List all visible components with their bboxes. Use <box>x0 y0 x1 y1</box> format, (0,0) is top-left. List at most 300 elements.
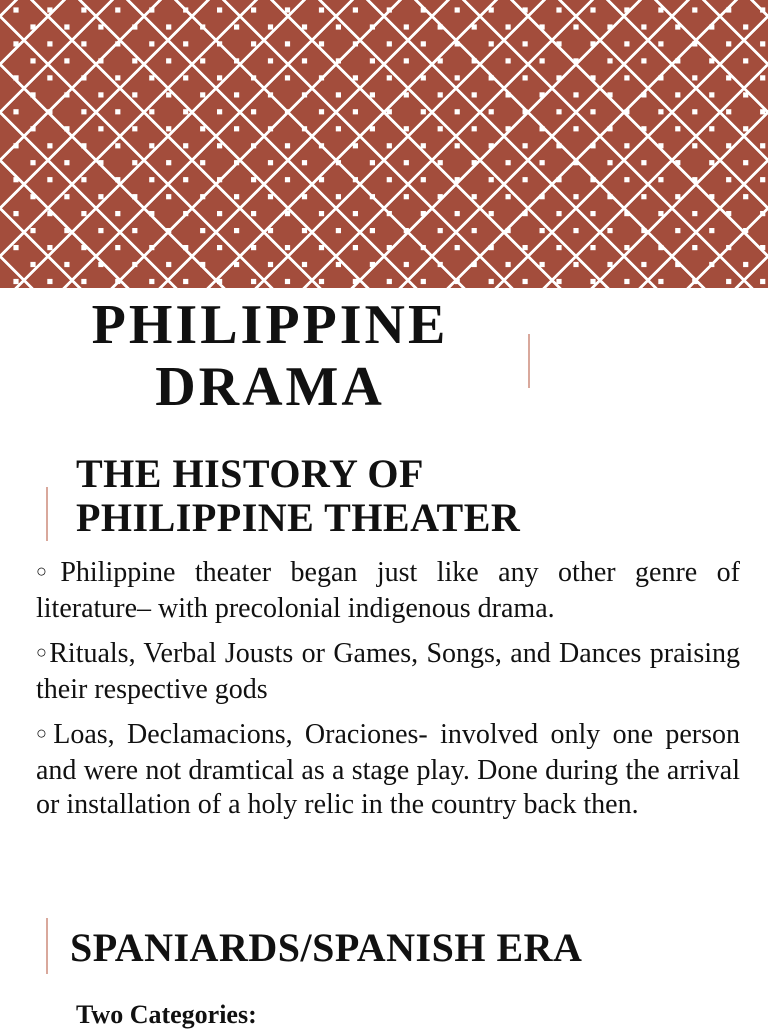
pattern-dot <box>709 58 714 63</box>
pattern-dot <box>675 126 680 131</box>
pattern-dot <box>370 58 375 63</box>
pattern-dot <box>573 126 578 131</box>
pattern-dot <box>523 41 528 46</box>
pattern-dot <box>641 160 646 165</box>
pattern-dot <box>387 41 392 46</box>
pattern-dot <box>709 92 714 97</box>
pattern-dot <box>302 126 307 131</box>
pattern-dot <box>336 228 341 233</box>
pattern-dot <box>387 177 392 182</box>
pattern-dot <box>455 75 460 80</box>
pattern-dot <box>573 160 578 165</box>
pattern-dot <box>115 143 120 148</box>
pattern-dot <box>387 211 392 216</box>
pattern-dot <box>506 228 511 233</box>
pattern-dot <box>319 109 324 114</box>
pattern-dot <box>692 109 697 114</box>
pattern-dot <box>607 92 612 97</box>
pattern-dot <box>353 279 358 284</box>
pattern-dot <box>251 177 256 182</box>
pattern-dot <box>726 75 731 80</box>
pattern-dot <box>98 126 103 131</box>
pattern-dot <box>489 245 494 250</box>
bullet-text: Philippine theater began just like any other genre of literature– with precolonial indigenous drama. <box>36 557 740 624</box>
pattern-dot <box>149 279 154 284</box>
pattern-dot <box>624 109 629 114</box>
pattern-dot <box>234 92 239 97</box>
pattern-dot <box>47 177 52 182</box>
pattern-dot <box>421 75 426 80</box>
pattern-dot <box>404 92 409 97</box>
pattern-dot <box>641 92 646 97</box>
pattern-dot <box>200 262 205 267</box>
pattern-dot <box>556 211 561 216</box>
pattern-dot <box>523 143 528 148</box>
pattern-dot <box>404 160 409 165</box>
pattern-dot <box>438 160 443 165</box>
pattern-dot <box>421 109 426 114</box>
pattern-dot <box>658 211 663 216</box>
pattern-dot <box>81 279 86 284</box>
pattern-dot <box>166 92 171 97</box>
pattern-dot <box>523 211 528 216</box>
pattern-dot <box>30 92 35 97</box>
pattern-dot <box>658 41 663 46</box>
pattern-dot <box>166 160 171 165</box>
pattern-dot <box>251 143 256 148</box>
pattern-dot <box>64 228 69 233</box>
pattern-dot <box>217 7 222 12</box>
pattern-dot <box>251 7 256 12</box>
pattern-dot <box>387 279 392 284</box>
pattern-dot <box>98 92 103 97</box>
pattern-dot <box>607 160 612 165</box>
pattern-dot <box>149 143 154 148</box>
pattern-dot <box>319 245 324 250</box>
pattern-dot <box>726 279 731 284</box>
pattern-dot <box>30 58 35 63</box>
pattern-dot <box>149 177 154 182</box>
pattern-dot <box>658 143 663 148</box>
pattern-dot <box>353 143 358 148</box>
pattern-dot <box>573 262 578 267</box>
pattern-dot <box>285 75 290 80</box>
pattern-dot <box>217 211 222 216</box>
pattern-dot <box>200 126 205 131</box>
pattern-dot <box>726 109 731 114</box>
pattern-dot <box>658 7 663 12</box>
pattern-dot <box>760 109 765 114</box>
pattern-dot <box>421 245 426 250</box>
pattern-dot <box>404 58 409 63</box>
pattern-dot <box>149 211 154 216</box>
pattern-dot <box>472 24 477 29</box>
pattern-dot <box>658 75 663 80</box>
pattern-dot <box>438 92 443 97</box>
pattern-dot <box>302 24 307 29</box>
pattern-dot <box>590 177 595 182</box>
pattern-dot <box>132 194 137 199</box>
pattern-dot <box>64 126 69 131</box>
pattern-dot <box>489 211 494 216</box>
pattern-dot <box>285 109 290 114</box>
pattern-dot <box>760 211 765 216</box>
pattern-dot <box>387 245 392 250</box>
pattern-dot <box>183 143 188 148</box>
pattern-dot <box>336 262 341 267</box>
pattern-dot <box>47 41 52 46</box>
pattern-dot <box>472 160 477 165</box>
pattern-dot <box>268 92 273 97</box>
pattern-dot <box>234 160 239 165</box>
pattern-dot <box>590 7 595 12</box>
pattern-dot <box>590 279 595 284</box>
pattern-dot <box>132 228 137 233</box>
pattern-dot <box>30 160 35 165</box>
pattern-dot <box>472 126 477 131</box>
pattern-dot <box>624 211 629 216</box>
pattern-dot <box>523 245 528 250</box>
pattern-dot <box>30 228 35 233</box>
pattern-dot <box>268 126 273 131</box>
pattern-dot <box>489 279 494 284</box>
pattern-dot <box>624 143 629 148</box>
bullet-item <box>36 637 740 707</box>
pattern-dot <box>217 177 222 182</box>
pattern-dot <box>268 228 273 233</box>
pattern-dot <box>590 211 595 216</box>
pattern-dot <box>506 58 511 63</box>
pattern-dot <box>47 279 52 284</box>
pattern-dot <box>573 24 578 29</box>
pattern-dot <box>760 143 765 148</box>
slide-title <box>0 294 540 418</box>
pattern-dot <box>590 143 595 148</box>
pattern-dot <box>692 279 697 284</box>
pattern-dot <box>98 24 103 29</box>
pattern-dot <box>64 24 69 29</box>
pattern-dot <box>200 160 205 165</box>
pattern-dot <box>30 24 35 29</box>
pattern-dot <box>183 279 188 284</box>
circle-bullet-icon: ○ <box>36 642 49 662</box>
pattern-dot <box>285 211 290 216</box>
pattern-dot <box>658 279 663 284</box>
pattern-dot <box>540 262 545 267</box>
pattern-dot <box>675 58 680 63</box>
pattern-dot <box>523 109 528 114</box>
pattern-dot <box>115 75 120 80</box>
pattern-dot <box>489 7 494 12</box>
pattern-dot <box>590 109 595 114</box>
pattern-dot <box>183 7 188 12</box>
pattern-dot <box>658 177 663 182</box>
pattern-dot <box>641 24 646 29</box>
pattern-dot <box>251 109 256 114</box>
pattern-dot <box>760 41 765 46</box>
pattern-dot <box>166 262 171 267</box>
pattern-dot <box>251 211 256 216</box>
pattern-dot <box>319 41 324 46</box>
pattern-dot <box>692 75 697 80</box>
pattern-dot <box>556 245 561 250</box>
pattern-dot <box>743 194 748 199</box>
pattern-dot <box>81 41 86 46</box>
pattern-dot <box>13 177 18 182</box>
pattern-dot <box>590 245 595 250</box>
pattern-dot <box>675 24 680 29</box>
pattern-dot <box>149 41 154 46</box>
pattern-dot <box>506 194 511 199</box>
pattern-dot <box>743 262 748 267</box>
pattern-dot <box>251 279 256 284</box>
section1-accent-line <box>46 487 48 541</box>
pattern-dot <box>658 109 663 114</box>
pattern-dot <box>268 194 273 199</box>
pattern-dot <box>319 177 324 182</box>
pattern-dot <box>573 194 578 199</box>
pattern-dot <box>692 211 697 216</box>
pattern-dot <box>540 160 545 165</box>
pattern-dot <box>404 194 409 199</box>
pattern-dot <box>624 7 629 12</box>
pattern-dot <box>726 7 731 12</box>
pattern-dot <box>709 228 714 233</box>
pattern-dot <box>115 177 120 182</box>
pattern-dot <box>743 228 748 233</box>
pattern-dot <box>166 126 171 131</box>
pattern-dot <box>217 279 222 284</box>
section1-heading <box>76 452 520 540</box>
pattern-dot <box>421 41 426 46</box>
pattern-dot <box>624 41 629 46</box>
pattern-dot <box>726 41 731 46</box>
pattern-dot <box>607 228 612 233</box>
circle-bullet-icon: ○ <box>36 561 60 581</box>
bullet-text: Rituals, Verbal Jousts or Games, Songs, and Dances praising their respective gods <box>36 638 740 705</box>
pattern-dot <box>726 211 731 216</box>
pattern-dot <box>438 194 443 199</box>
pattern-dot <box>675 92 680 97</box>
categories-label: Two Categories: <box>76 1000 257 1029</box>
pattern-dot <box>149 109 154 114</box>
pattern-dot <box>455 279 460 284</box>
pattern-dot <box>726 143 731 148</box>
pattern-dot <box>353 75 358 80</box>
pattern-dot <box>132 92 137 97</box>
pattern-dot <box>489 177 494 182</box>
pattern-dot <box>556 41 561 46</box>
pattern-dot <box>64 194 69 199</box>
pattern-dot <box>166 228 171 233</box>
pattern-dot <box>81 109 86 114</box>
pattern-dot <box>556 279 561 284</box>
slide-title-line2: DRAMA <box>155 356 385 418</box>
pattern-dot <box>472 92 477 97</box>
pattern-dot <box>217 143 222 148</box>
pattern-dot <box>387 143 392 148</box>
pattern-dot <box>234 126 239 131</box>
pattern-dot <box>132 24 137 29</box>
pattern-dot <box>692 245 697 250</box>
pattern-dot <box>455 245 460 250</box>
pattern-dot <box>760 279 765 284</box>
pattern-dot <box>81 245 86 250</box>
pattern-dot <box>421 211 426 216</box>
pattern-dot <box>370 126 375 131</box>
pattern-dot <box>353 41 358 46</box>
pattern-dot <box>675 228 680 233</box>
pattern-dot <box>285 41 290 46</box>
pattern-dot <box>743 126 748 131</box>
pattern-dot <box>760 75 765 80</box>
section1-heading-line1: THE HISTORY OF <box>76 451 424 496</box>
pattern-dot <box>30 194 35 199</box>
pattern-dot <box>115 41 120 46</box>
pattern-dot <box>336 92 341 97</box>
pattern-dot <box>692 143 697 148</box>
pattern-dot <box>607 58 612 63</box>
pattern-dot <box>590 41 595 46</box>
pattern-dot <box>47 75 52 80</box>
pattern-dot <box>13 143 18 148</box>
pattern-dot <box>251 75 256 80</box>
pattern-dot <box>760 7 765 12</box>
pattern-dot <box>336 24 341 29</box>
pattern-dot <box>438 24 443 29</box>
pattern-dot <box>166 24 171 29</box>
pattern-dot <box>506 262 511 267</box>
pattern-dot <box>472 228 477 233</box>
pattern-dot <box>438 58 443 63</box>
pattern-dot <box>489 41 494 46</box>
pattern-dot <box>370 228 375 233</box>
pattern-dot <box>285 245 290 250</box>
pattern-dot <box>200 24 205 29</box>
pattern-dot <box>115 7 120 12</box>
bullet-item <box>36 718 740 822</box>
pattern-dot <box>81 177 86 182</box>
pattern-dot <box>234 24 239 29</box>
pattern-dot <box>200 58 205 63</box>
pattern-dot <box>149 7 154 12</box>
pattern-dot <box>81 143 86 148</box>
pattern-dot <box>675 194 680 199</box>
title-accent-line <box>528 334 530 388</box>
pattern-dot <box>607 262 612 267</box>
pattern-dot <box>336 126 341 131</box>
pattern-dots <box>0 0 768 288</box>
pattern-dot <box>302 228 307 233</box>
pattern-dot <box>641 126 646 131</box>
pattern-dot <box>624 279 629 284</box>
pattern-dot <box>438 228 443 233</box>
pattern-dot <box>47 245 52 250</box>
pattern-dot <box>455 143 460 148</box>
pattern-dot <box>387 75 392 80</box>
pattern-dot <box>709 126 714 131</box>
pattern-dot <box>183 109 188 114</box>
pattern-dot <box>132 262 137 267</box>
circle-bullet-icon: ○ <box>36 723 53 743</box>
pattern-dot <box>81 211 86 216</box>
pattern-dot <box>200 228 205 233</box>
pattern-dot <box>217 75 222 80</box>
pattern-dot <box>709 194 714 199</box>
pattern-dot <box>183 245 188 250</box>
pattern-dot <box>489 143 494 148</box>
pattern-dot <box>47 109 52 114</box>
pattern-dot <box>302 262 307 267</box>
pattern-dot <box>319 7 324 12</box>
section1-heading-line2: PHILIPPINE THEATER <box>76 495 521 540</box>
pattern-dot <box>624 177 629 182</box>
pattern-dot <box>268 160 273 165</box>
pattern-dot <box>421 143 426 148</box>
pattern-dot <box>421 177 426 182</box>
pattern-dot <box>506 126 511 131</box>
pattern-dot <box>115 211 120 216</box>
bullet-text: Loas, Declamacions, Oraciones- involved only one person and were not dramtical as a stage play. Done during the arrival or installation of a holy relic in the country back then. <box>36 719 740 820</box>
pattern-dot <box>523 75 528 80</box>
pattern-dot <box>13 75 18 80</box>
pattern-dot <box>200 92 205 97</box>
pattern-dot <box>200 194 205 199</box>
pattern-dot <box>13 245 18 250</box>
pattern-dot <box>251 245 256 250</box>
pattern-dot <box>726 177 731 182</box>
pattern-dot <box>404 126 409 131</box>
pattern-dot <box>30 126 35 131</box>
pattern-dot <box>47 143 52 148</box>
pattern-dot <box>183 211 188 216</box>
pattern-dot <box>404 24 409 29</box>
pattern-dot <box>523 279 528 284</box>
pattern-dot <box>268 262 273 267</box>
pattern-dot <box>556 177 561 182</box>
pattern-dot <box>64 262 69 267</box>
pattern-dot <box>217 109 222 114</box>
pattern-dot <box>132 126 137 131</box>
pattern-dot <box>370 262 375 267</box>
pattern-dot <box>743 92 748 97</box>
pattern-dot <box>421 279 426 284</box>
pattern-dot <box>658 245 663 250</box>
pattern-dot <box>13 109 18 114</box>
pattern-dot <box>556 143 561 148</box>
pattern-dot <box>166 194 171 199</box>
pattern-dot <box>641 194 646 199</box>
pattern-dot <box>336 194 341 199</box>
pattern-dot <box>472 194 477 199</box>
pattern-dot <box>540 24 545 29</box>
pattern-dot <box>183 75 188 80</box>
pattern-dot <box>709 160 714 165</box>
pattern-dot <box>234 58 239 63</box>
pattern-dot <box>556 7 561 12</box>
pattern-dot <box>115 109 120 114</box>
pattern-dot <box>472 262 477 267</box>
pattern-dot <box>692 7 697 12</box>
pattern-dot <box>13 211 18 216</box>
pattern-dot <box>641 262 646 267</box>
pattern-dot <box>47 7 52 12</box>
pattern-dot <box>81 75 86 80</box>
pattern-dot <box>319 143 324 148</box>
pattern-dot <box>353 109 358 114</box>
pattern-dot <box>387 7 392 12</box>
pattern-dot <box>455 41 460 46</box>
